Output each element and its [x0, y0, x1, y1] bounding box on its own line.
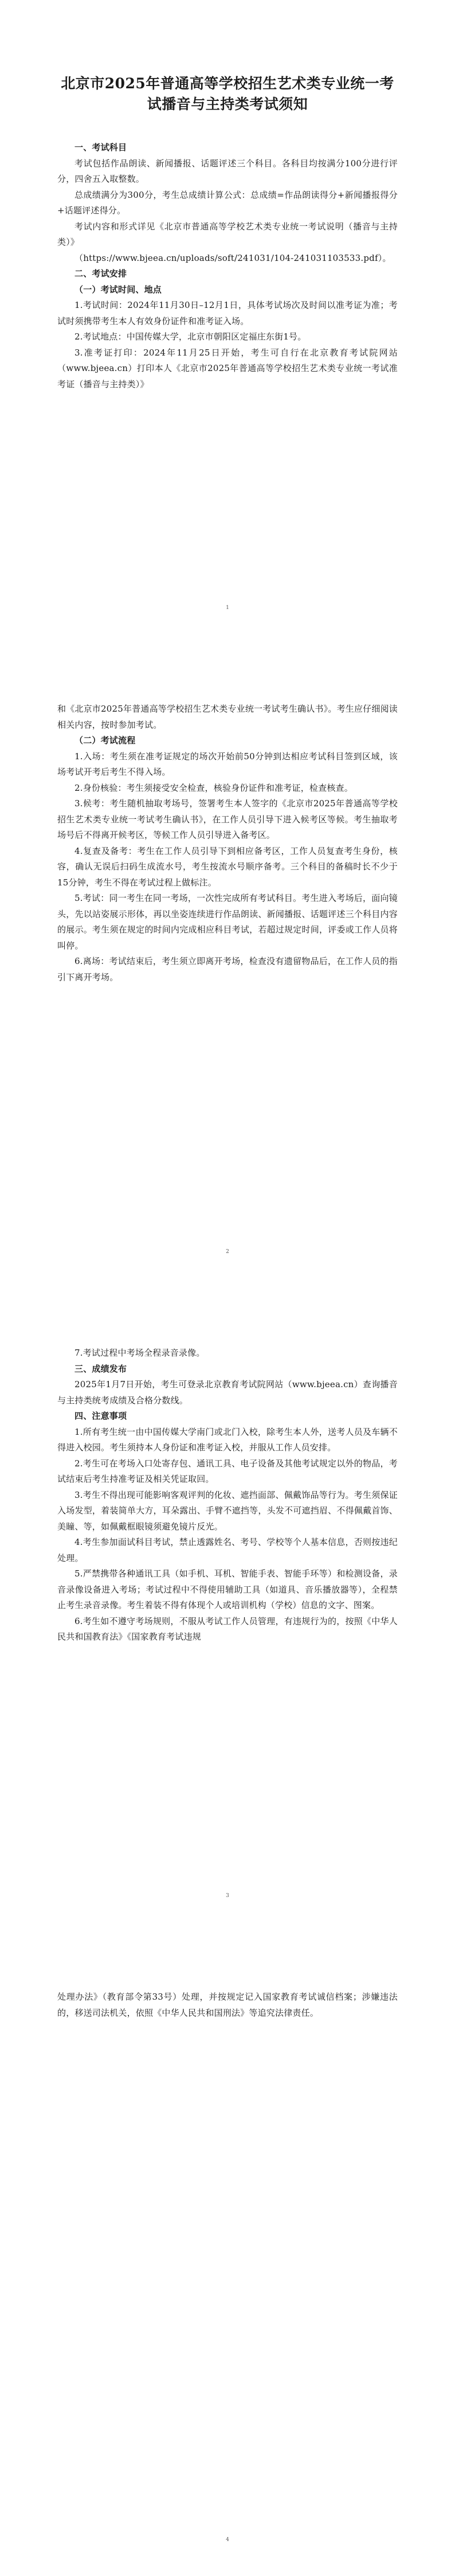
- document-title: 北京市2025年普通高等学校招生艺术类专业统一考试播音与主持类考试须知: [61, 75, 394, 112]
- section-heading-arrangement: 二、考试安排: [74, 268, 127, 279]
- list-item: 6.离场：考试结束后，考生须立即离开考场，检查没有遗留物品后，在工作人员的指引下离开考场。: [57, 956, 398, 982]
- page-1: [0, 0, 455, 644]
- page-2: [0, 644, 455, 1288]
- list-item: 3.考生不得出现可能影响客观评判的化妆、遮挡面部、佩戴饰品等行为。考生须保证入场发型，着装简单大方，耳朵露出、手臂不遮挡等，头发不可遮挡眉、不得佩戴首饰、美瞳、等，如佩戴框眼镜须避免镜片反光。: [57, 1489, 398, 1532]
- list-item: 1.考试时间：2024年11月30日–12月1日，具体考试场次及时间以准考证为准；考试时须携带考生本人有效身份证件和准考证入场。: [57, 300, 398, 326]
- page-4: [0, 1932, 455, 2576]
- list-item: 7.考试过程中考场全程录音录像。: [74, 1348, 205, 1358]
- list-item: 1.所有考生统一由中国传媒大学南门或北门入校，除考生本人外，送考人员及车辆不得进入校园。考生须持本人身份证和准考证入校，并服从工作人员安排。: [57, 1426, 398, 1453]
- page-number: 3: [226, 1893, 229, 1899]
- list-item: 4.考生参加面试科目考试，禁止透露姓名、考号、学校等个人基本信息，否则按违纪处理。: [57, 1537, 398, 1563]
- list-item: 1.入场：考生须在准考证规定的场次开始前50分钟到达相应考试科目签到区域，该场考试开考后考生不得入场。: [57, 751, 398, 777]
- section-heading-results: 三、成绩发布: [74, 1363, 127, 1374]
- list-item: 4.复查及备考：考生在工作人员引导下到相应备考区，工作人员复查考生身份，核容，确认无误后扫码生成流水号，考生按流水号顺序备考。三个科目的备稿时长不少于15分钟，考生不得在考试过程上做标注。: [57, 845, 398, 888]
- paragraph-continued: 和《北京市2025年普通高等学校招生艺术类专业统一考试考生确认书》。考生应仔细阅读相关内容，按时参加考试。: [57, 704, 398, 730]
- list-item: 2.考生可在考场入口处寄存包、通讯工具、电子设备及其他考试规定以外的物品，考试结束后考生持准考证及相关凭证取回。: [57, 1458, 398, 1484]
- list-item: 3.准考证打印：2024年11月25日开始，考生可自行在北京教育考试院网站（www.bjeea.cn）打印本人《北京市2025年普通高等学校招生艺术类专业统一考试准考证（播音与主持类）》: [57, 347, 398, 389]
- paragraph-continued: 处理办法》（教育部令第33号）处理，并按规定记入国家教育考试诚信档案；涉嫌违法的，移送司法机关，依照《中华人民共和国刑法》等追究法律责任。: [57, 1992, 398, 2018]
- paragraph: 2025年1月7日开始，考生可登录北京教育考试院网站（www.bjeea.cn）查询播音与主持类统考成绩及合格分数线。: [57, 1379, 398, 1406]
- subsection-heading-time-place: （一）考试时间、地点: [74, 284, 162, 295]
- section-heading-subjects: 一、考试科目: [74, 142, 127, 153]
- paragraph: 考试内容和形式详见《北京市普通高等学校艺术类专业统一考试说明（播音与主持类）》: [57, 221, 398, 247]
- paragraph-url: （https://www.bjeea.cn/uploads/soft/241031/104-241031103533.pdf）。: [74, 252, 391, 263]
- paragraph: 考试包括作品朗读、新闻播报、话题评述三个科目。各科目均按满分100分进行评分，四舍五入取整数。: [57, 158, 398, 184]
- list-item: 2.身份核验：考生须接受安全检查，核验身份证件和准考证，检查核查。: [74, 782, 353, 793]
- list-item: 5.考试：同一考生在同一考场，一次性完成所有考试科目。考生进入考场后，面向镜头，先以站姿展示形体，再以坐姿连续进行作品朗读、新闻播报、话题评述三个科目内容的展示。考生须在规定的时间内完成相应科目考试，若超过规定时间，评委或工作人员将叫停。: [57, 893, 398, 951]
- list-item: 5.严禁携带各种通讯工具（如手机、耳机、智能手表、智能手环等）和检测设备，录音录像设备进入考场；考试过程中不得使用辅助工具（如道具、音乐播放器等），全程禁止考生录音录像。考生着装不得有体现个人或培训机构（学校）信息的文字、图案。: [57, 1568, 398, 1610]
- page-number: 2: [226, 1249, 229, 1255]
- list-item: 3.候考：考生随机抽取考场号，签署考生本人签字的《北京市2025年普通高等学校招生艺术类专业统一考试考生确认书》，在工作人员引导下进入候考区等候。考生抽取考场号后不得离开候考区，等候工作人员引导进入备考区。: [57, 798, 398, 840]
- page-3: [0, 1288, 455, 1932]
- paragraph: 总成绩满分为300分，考生总成绩计算公式：总成绩=作品朗读得分+新闻播报得分+话题评述得分。: [57, 189, 398, 216]
- list-item: 2.考试地点：中国传媒大学，北京市朝阳区定福庄东街1号。: [74, 331, 307, 342]
- page-number: 1: [226, 605, 229, 611]
- page-number: 4: [226, 2537, 229, 2543]
- section-heading-notes: 四、注意事项: [74, 1411, 127, 1421]
- subsection-heading-process: （二）考试流程: [74, 735, 136, 746]
- list-item: 6.考生如不遵守考场规则，不服从考试工作人员管理，有违规行为的，按照《中华人民共和国教育法》《国家教育考试违规: [57, 1615, 398, 1642]
